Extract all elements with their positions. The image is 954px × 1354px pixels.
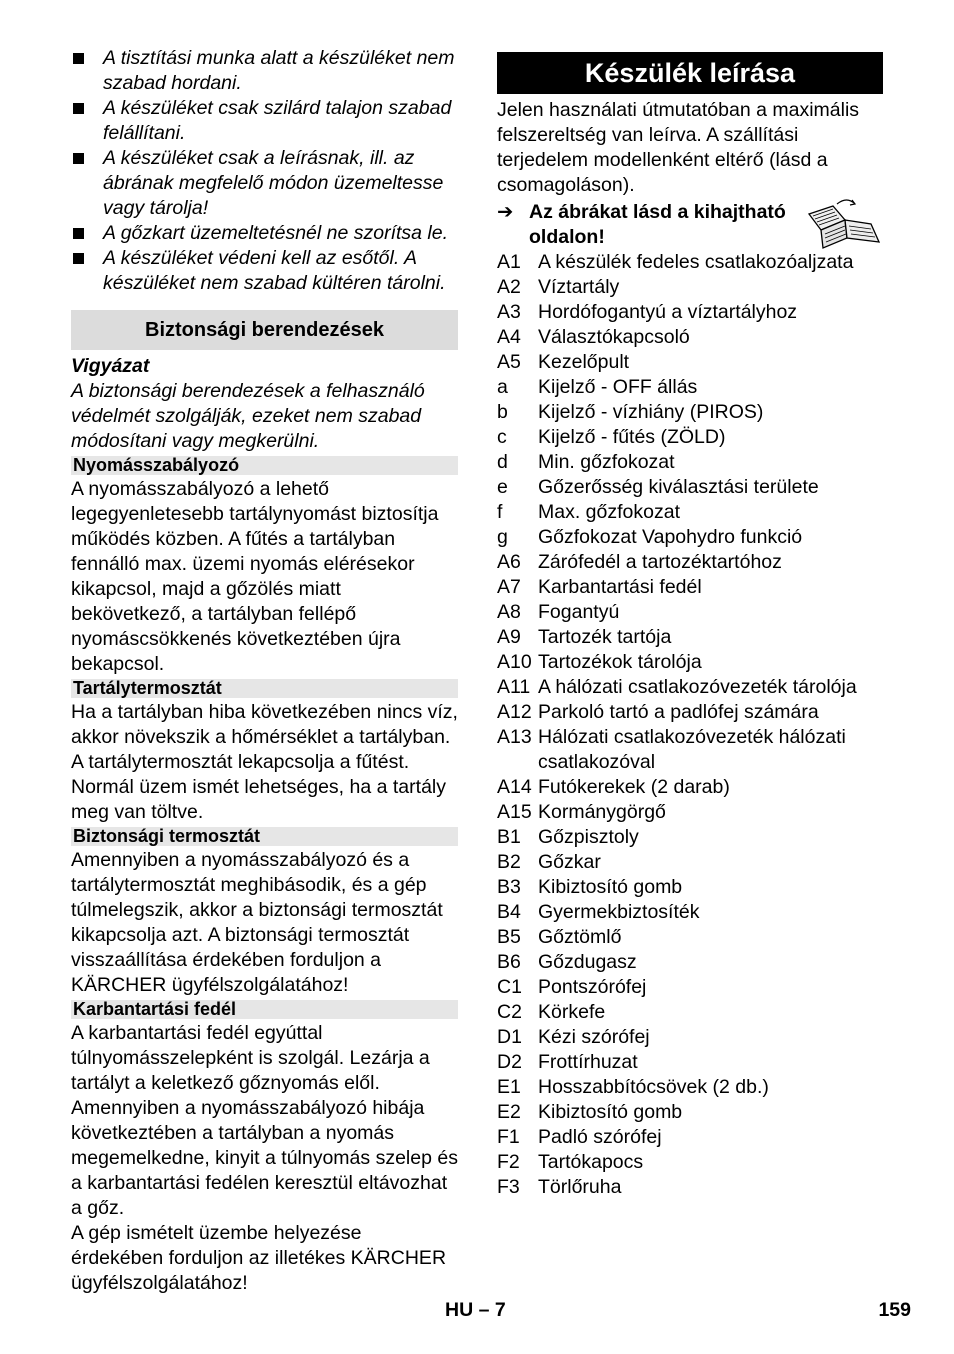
part-code: a xyxy=(497,376,508,398)
list-item xyxy=(497,900,883,925)
list-item xyxy=(497,1050,883,1075)
part-label: Kibiztosító gomb xyxy=(538,876,683,898)
part-code: e xyxy=(497,476,508,498)
part-label: Gőzerősség kiválasztási területe xyxy=(538,476,819,498)
part-code: B5 xyxy=(497,926,521,948)
part-label: Min. gőzfokozat xyxy=(538,451,675,473)
safety-devices-header: Biztonsági berendezések xyxy=(71,310,458,350)
part-label: Tartozékok tárolója xyxy=(538,651,702,673)
list-item xyxy=(497,1100,883,1125)
part-label: A hálózati csatlakozóvezeték tárolója xyxy=(538,676,857,698)
part-code: F3 xyxy=(497,1176,520,1198)
part-code: A10 xyxy=(497,651,532,673)
device-description-title: Készülék leírása xyxy=(497,52,883,94)
part-label: Kijelző - fűtés (ZÖLD) xyxy=(538,426,726,448)
part-code: B2 xyxy=(497,851,521,873)
part-code: d xyxy=(497,451,508,473)
intro-text: Jelen használati útmutatóban a maximális felszereltség van leírva. A szállítási terjedelem modellenként eltérő (lásd a csomagoláson). xyxy=(497,99,860,196)
part-label: Hosszabbítócsövek (2 db.) xyxy=(538,1076,769,1098)
list-item xyxy=(497,725,883,775)
part-label: Kijelző - vízhiány (PIROS) xyxy=(538,401,764,423)
part-code: A15 xyxy=(497,801,532,823)
part-label: Tartozék tartója xyxy=(538,626,672,648)
foldout-note xyxy=(497,200,883,250)
list-item xyxy=(497,600,883,625)
bullet-item: A gőzkart üzemeltetésnél ne szorítsa le. xyxy=(71,221,458,246)
right-column xyxy=(497,52,883,1200)
caution-text: A biztonsági berendezések a felhasználó védelmét szolgálják, ezeket nem szabad módosítani vagy megkerülni. xyxy=(71,380,425,452)
list-item xyxy=(497,350,883,375)
part-label: Zárófedél a tartozéktartóhoz xyxy=(538,551,782,573)
list-item xyxy=(497,1075,883,1100)
part-code: A5 xyxy=(497,351,521,373)
part-label: Kezelőpult xyxy=(538,351,630,373)
list-item xyxy=(497,1125,883,1150)
part-label: Pontszórófej xyxy=(538,976,647,998)
part-code: B6 xyxy=(497,951,521,973)
part-label: Kibiztosító gomb xyxy=(538,1101,683,1123)
part-code: A8 xyxy=(497,601,521,623)
part-code: B4 xyxy=(497,901,521,923)
tank-thermostat-header: Tartálytermosztát xyxy=(71,679,458,698)
part-label: Kormánygörgő xyxy=(538,801,666,823)
list-item xyxy=(497,800,883,825)
square-bullet-icon xyxy=(73,103,84,114)
foldout-book-icon xyxy=(803,198,883,250)
safety-thermostat-text: Amennyiben a nyomásszabályozó és a tartálytermosztát meghibásodik, és a gép túlmelegszik, akkor a biztonsági termosztát kikapcsolja azt. A biztonsági termosztát visszaállítása érdekében forduljon a KÄRCHER ügyfélszolgálatához! xyxy=(71,849,443,996)
part-label: Padló szórófej xyxy=(538,1126,662,1148)
footer-section-code: HU – 7 xyxy=(445,1299,506,1321)
part-code: A3 xyxy=(497,301,521,323)
list-item xyxy=(497,1025,883,1050)
list-item xyxy=(497,525,883,550)
bullet-item: A készüléket védeni kell az esőtől. A készüléket nem szabad kültéren tárolni. xyxy=(71,246,458,296)
part-label: Fogantyú xyxy=(538,601,620,623)
list-item xyxy=(497,250,883,275)
list-item xyxy=(497,300,883,325)
part-label: Frottírhuzat xyxy=(538,1051,638,1073)
list-item xyxy=(497,925,883,950)
part-label: Parkoló tartó a padlófej számára xyxy=(538,701,819,723)
list-item xyxy=(497,425,883,450)
list-item xyxy=(497,1150,883,1175)
page-number: 159 xyxy=(878,1299,911,1321)
list-item xyxy=(497,475,883,500)
part-code: A4 xyxy=(497,326,521,348)
list-item xyxy=(497,500,883,525)
part-label: Gőzfokozat Vapohydro funkció xyxy=(538,526,803,548)
part-label: A készülék fedeles csatlakozóaljzata xyxy=(538,251,854,273)
maintenance-lid-text-1: A karbantartási fedél egyúttal túlnyomásszelepként is szolgál. Lezárja a tartályt a keletkező gőznyomás elől. xyxy=(71,1022,430,1094)
parts-list xyxy=(497,250,883,1200)
list-item xyxy=(497,1000,883,1025)
list-item xyxy=(497,325,883,350)
left-column xyxy=(71,46,458,1296)
part-label: Hordófogantyú a víztartályhoz xyxy=(538,301,798,323)
safety-thermostat-header: Biztonsági termosztát xyxy=(71,827,458,846)
part-code: D1 xyxy=(497,1026,522,1048)
list-item xyxy=(497,575,883,600)
part-label: Futókerekek (2 darab) xyxy=(538,776,730,798)
safety-bullet-list xyxy=(71,46,458,296)
part-code: A11 xyxy=(497,676,531,698)
part-code: A2 xyxy=(497,276,521,298)
list-item xyxy=(497,875,883,900)
maintenance-lid-text-2: Amennyiben a nyomásszabályozó hibája következtében a tartályban a nyomás megemelkedne, kinyit a túlnyomás szelep és a karbantartási fedélen keresztül eltávozhat a gőz. xyxy=(71,1097,458,1219)
part-code: D2 xyxy=(497,1051,522,1073)
bullet-item: A készüléket csak szilárd talajon szabad felállítani. xyxy=(71,96,458,146)
part-code: F1 xyxy=(497,1126,520,1148)
part-code: E1 xyxy=(497,1076,521,1098)
list-item xyxy=(497,400,883,425)
part-label: Gőzpisztoly xyxy=(538,826,639,848)
part-label: Karbantartási fedél xyxy=(538,576,702,598)
list-item xyxy=(497,650,883,675)
bullet-item: A készüléket csak a leírásnak, ill. az ábrának megfelelő módon üzemeltesse vagy tárolja! xyxy=(71,146,458,221)
part-label: Hálózati csatlakozóvezeték hálózati csatlakozóval xyxy=(538,726,846,773)
square-bullet-icon xyxy=(73,228,84,239)
part-code: c xyxy=(497,426,507,448)
list-item xyxy=(497,375,883,400)
list-item xyxy=(497,700,883,725)
part-label: Gőzkar xyxy=(538,851,601,873)
list-item xyxy=(497,825,883,850)
list-item xyxy=(497,450,883,475)
part-code: A13 xyxy=(497,726,532,748)
part-label: Gőzdugasz xyxy=(538,951,637,973)
part-label: Gyermekbiztosíték xyxy=(538,901,700,923)
part-code: A14 xyxy=(497,776,532,798)
list-item xyxy=(497,775,883,800)
part-label: Tartókapocs xyxy=(538,1151,644,1173)
list-item xyxy=(497,625,883,650)
maintenance-lid-header: Karbantartási fedél xyxy=(71,1000,458,1019)
list-item xyxy=(497,975,883,1000)
part-label: Kézi szórófej xyxy=(538,1026,650,1048)
list-item xyxy=(497,675,883,700)
square-bullet-icon xyxy=(73,253,84,264)
part-code: b xyxy=(497,401,508,423)
list-item xyxy=(497,950,883,975)
part-label: Gőztömlő xyxy=(538,926,622,948)
part-code: F2 xyxy=(497,1151,520,1173)
part-label: Kijelző - OFF állás xyxy=(538,376,698,398)
square-bullet-icon xyxy=(73,153,84,164)
maintenance-lid-text-3: A gép ismételt üzembe helyezése érdekében forduljon az illetékes KÄRCHER ügyfélszolgálatához! xyxy=(71,1222,447,1294)
part-code: A7 xyxy=(497,576,521,598)
list-item xyxy=(497,850,883,875)
part-code: E2 xyxy=(497,1101,521,1123)
list-item xyxy=(497,550,883,575)
part-code: A1 xyxy=(497,251,521,273)
tank-thermostat-text: Ha a tartályban hiba következében nincs víz, akkor növekszik a hőmérséklet a tartályban. A tartálytermosztát lekapcsolja a fűtést. Normál üzem ismét lehetséges, ha a tartály meg van töltve. xyxy=(71,701,458,823)
part-label: Víztartály xyxy=(538,276,620,298)
part-label: Max. gőzfokozat xyxy=(538,501,680,523)
part-code: B1 xyxy=(497,826,521,848)
part-code: A6 xyxy=(497,551,521,573)
part-code: g xyxy=(497,526,508,548)
part-label: Törlőruha xyxy=(538,1176,622,1198)
pressure-regulator-header: Nyomásszabályozó xyxy=(71,456,458,475)
part-code: C1 xyxy=(497,976,522,998)
list-item xyxy=(497,1175,883,1200)
foldout-note-text: Az ábrákat lásd a kihajtható oldalon! xyxy=(529,201,786,248)
part-code: B3 xyxy=(497,876,521,898)
arrow-right-icon: ➔ xyxy=(497,201,514,223)
square-bullet-icon xyxy=(73,53,84,64)
part-label: Körkefe xyxy=(538,1001,606,1023)
part-label: Választókapcsoló xyxy=(538,326,690,348)
caution-title: Vigyázat xyxy=(71,355,150,377)
part-code: f xyxy=(497,501,503,523)
list-item xyxy=(497,275,883,300)
part-code: C2 xyxy=(497,1001,522,1023)
part-code: A12 xyxy=(497,701,532,723)
part-code: A9 xyxy=(497,626,521,648)
bullet-item: A tisztítási munka alatt a készüléket nem szabad hordani. xyxy=(71,46,458,96)
pressure-regulator-text: A nyomásszabályozó a lehető legegyenletesebb tartálynyomást biztosítja működés közben. A fűtés a tartályban fennálló max. üzemi nyomás elérésekor kikapcsol, majd a gőzölés miatt bekövetkező, a tartályban fellépő nyomáscsökkenés következtében újra bekapcsol. xyxy=(71,478,439,675)
